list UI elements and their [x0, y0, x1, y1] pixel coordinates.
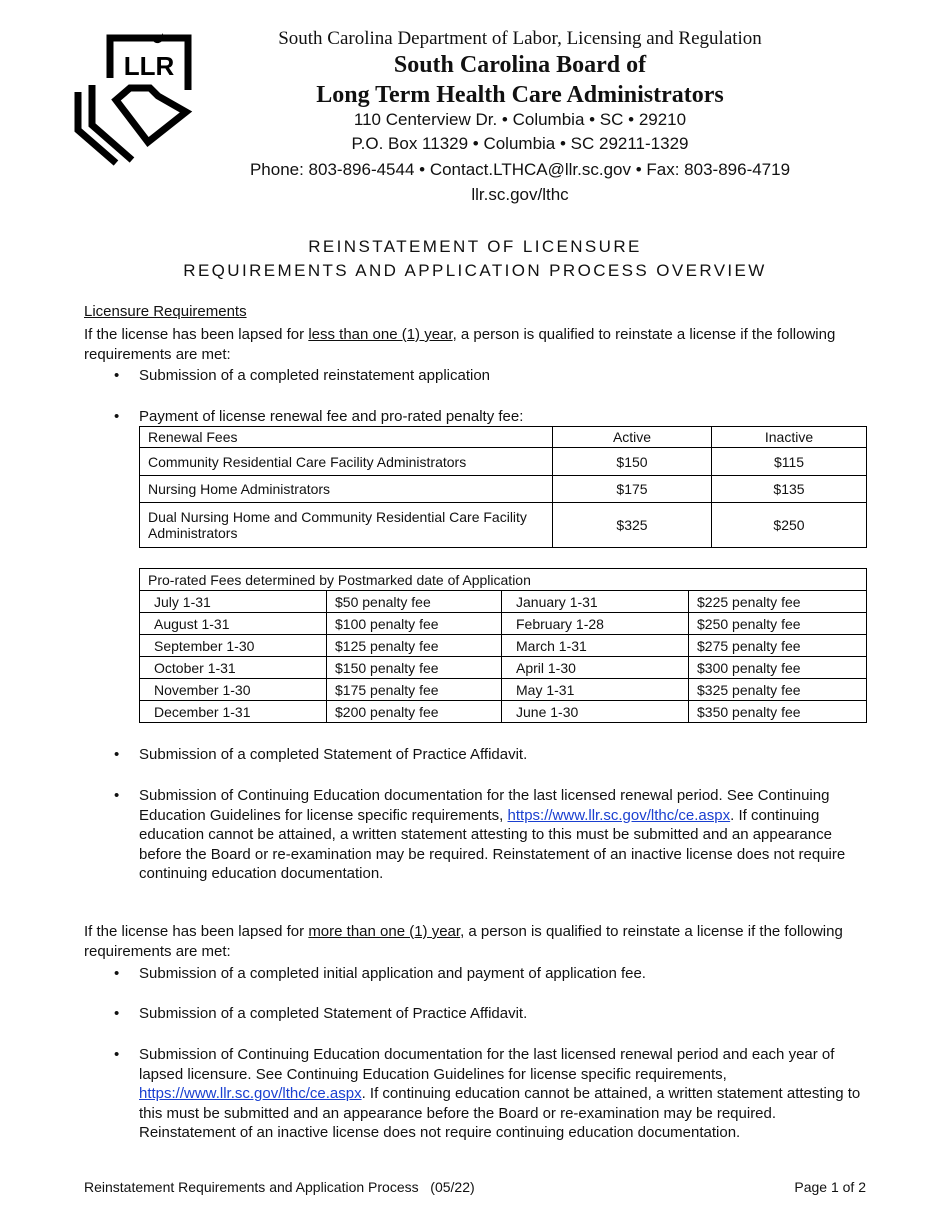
po-box-address: P.O. Box 11329 • Columbia • SC 29211-1329 — [351, 134, 689, 153]
contact-info: Phone: 803-896-4544 • Contact.LTHCA@llr.sc.gov • Fax: 803-896-4719 — [249, 160, 791, 179]
bullet-item: • Payment of license renewal fee and pro-rated penalty fee: — [139, 407, 866, 427]
table-cell: $50 penalty fee — [327, 591, 502, 613]
table-row — [140, 701, 867, 723]
header-cell: Renewal Fees — [140, 427, 553, 448]
table-cell: $200 penalty fee — [327, 701, 502, 723]
table-row — [140, 476, 867, 503]
footer-document-name: Reinstatement Requirements and Application Process (05/22) — [84, 1179, 475, 1195]
department-name: South Carolina Department of Labor, Licensing and Regulation — [278, 28, 762, 49]
llr-shield-icon — [72, 30, 196, 170]
table-cell: $250 penalty fee — [689, 613, 867, 635]
table-cell: $175 — [553, 476, 712, 503]
section-heading — [84, 302, 866, 322]
table-caption: Pro-rated Fees determined by Postmarked date of Application — [140, 569, 867, 591]
table-row — [140, 448, 867, 476]
table-cell: September 1-30 — [140, 635, 327, 657]
table-row — [140, 613, 867, 635]
table-cell: $135 — [712, 476, 867, 503]
board-name-line1: South Carolina Board of — [393, 52, 647, 78]
intro-text: If the license has been lapsed for — [84, 326, 309, 343]
section-heading-text: Licensure Requirements — [84, 303, 247, 320]
table-row — [140, 591, 867, 613]
table-cell: $115 — [712, 448, 867, 476]
table-cell: October 1-31 — [140, 657, 327, 679]
table-cell: January 1-31 — [502, 591, 689, 613]
table-cell: $150 penalty fee — [327, 657, 502, 679]
website: llr.sc.gov/lthc — [471, 185, 569, 204]
table-caption-row — [140, 569, 867, 591]
bullet-item: • Submission of a completed Statement of Practice Affidavit. — [139, 1004, 866, 1024]
table-cell: August 1-31 — [140, 613, 327, 635]
street-address: 110 Centerview Dr. • Columbia • SC • 29210 — [353, 110, 687, 129]
table-cell: $150 — [553, 448, 712, 476]
header-cell: Inactive — [712, 427, 867, 448]
table-cell: April 1-30 — [502, 657, 689, 679]
prorated-fees-table — [139, 568, 867, 723]
more-than-intro — [84, 922, 866, 962]
table-cell: March 1-31 — [502, 635, 689, 657]
table-cell: $275 penalty fee — [689, 635, 867, 657]
header-cell: Active — [553, 427, 712, 448]
table-cell: $350 penalty fee — [689, 701, 867, 723]
table-cell: December 1-31 — [140, 701, 327, 723]
table-cell: $300 penalty fee — [689, 657, 867, 679]
intro-emphasis: more than one (1) year — [308, 923, 461, 940]
table-cell: Nursing Home Administrators — [140, 476, 553, 503]
table-cell: July 1-31 — [140, 591, 327, 613]
intro-text: If the license has been lapsed for — [84, 923, 309, 940]
intro-text: , a person is qualified to reinstate a license if the following requirements are met: — [84, 923, 843, 960]
ce-guidelines-link[interactable]: https://www.llr.sc.gov/lthc/ce.aspx — [139, 1085, 362, 1102]
table-cell: February 1-28 — [502, 613, 689, 635]
table-cell: $175 penalty fee — [327, 679, 502, 701]
intro-text: , a person is qualified to reinstate a license if the following requirements are met: — [84, 326, 836, 363]
table-cell: $225 penalty fee — [689, 591, 867, 613]
bullet-item — [139, 1045, 866, 1143]
renewal-fees-table — [139, 426, 867, 548]
bullet-text: Submission of Continuing Education documentation for the last licensed renewal period. See Continuing Education Guidelines for license specific requirements, — [139, 787, 830, 824]
table-cell: May 1-31 — [502, 679, 689, 701]
less-than-intro — [84, 325, 866, 365]
table-cell: Dual Nursing Home and Community Residential Care Facility Administrators — [140, 503, 553, 548]
document-title-line2: REQUIREMENTS AND APPLICATION PROCESS OVERVIEW — [183, 261, 767, 280]
bullet-text: . If continuing education cannot be attained, a written statement attesting to this must be submitted and an appearance before the Board or re-examination may be required. Reinstatement of an inactive license does not require continuing education documentation. — [139, 806, 846, 882]
footer-page-number: Page 1 of 2 — [794, 1179, 866, 1195]
ce-guidelines-link[interactable]: https://www.llr.sc.gov/lthc/ce.aspx — [507, 806, 731, 824]
table-row — [140, 657, 867, 679]
table-cell: $325 — [553, 503, 712, 548]
table-cell: June 1-30 — [502, 701, 689, 723]
table-row — [140, 679, 867, 701]
bullet-text: . If continuing education cannot be attained, a written statement attesting to this must be submitted and an appearance before the Board or re-examination may be required. Reinstatement of an inactive license does not require continuing education documentation. — [139, 1085, 861, 1141]
table-cell: Community Residential Care Facility Administrators — [140, 448, 553, 476]
table-cell: November 1-30 — [140, 679, 327, 701]
svg-text:LLR: LLR — [123, 51, 175, 81]
table-cell: $325 penalty fee — [689, 679, 867, 701]
board-name-line2: Long Term Health Care Administrators — [316, 82, 724, 108]
table-cell: $125 penalty fee — [327, 635, 502, 657]
bullet-item — [139, 786, 866, 884]
table-cell: $250 — [712, 503, 867, 548]
bullet-item: • Submission of a completed reinstatement application — [139, 366, 866, 386]
table-row — [140, 635, 867, 657]
llr-logo — [72, 30, 196, 170]
intro-emphasis: less than one (1) year — [308, 326, 453, 343]
table-row — [140, 503, 867, 548]
bullet-text: Submission of Continuing Education documentation for the last licensed renewal period and each year of lapsed licensure. See Continuing Education Guidelines for license specific requirements, — [139, 1046, 835, 1083]
bullet-item: • Submission of a completed initial application and payment of application fee. — [139, 964, 866, 984]
bullet-item: • Submission of a completed Statement of Practice Affidavit. — [139, 745, 866, 765]
table-header-row — [140, 427, 867, 448]
document-title-line1: REINSTATEMENT OF LICENSURE — [308, 237, 642, 256]
table-cell: $100 penalty fee — [327, 613, 502, 635]
